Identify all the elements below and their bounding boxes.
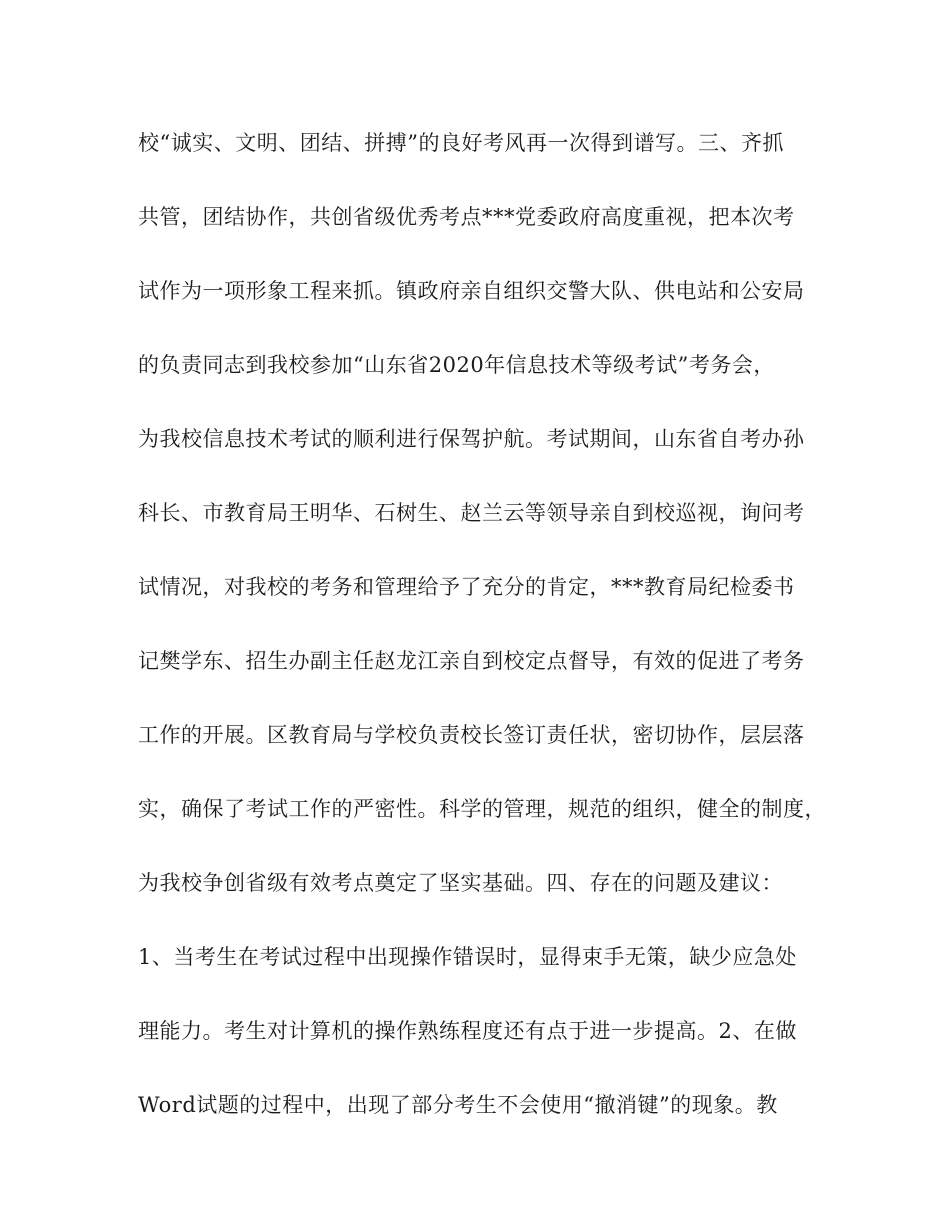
text-line: 校“诚实、文明、团结、拼搏”的良好考风再一次得到谱写。三、齐抓 [138, 131, 784, 155]
text-line: 实，确保了考试工作的严密性。科学的管理，规范的组织，健全的制度， [138, 797, 826, 821]
text-line: 记樊学东、招生办副主任赵龙江亲自到校定点督导，有效的促进了考务 [138, 649, 805, 673]
text-line: 1、当考生在考试过程中出现操作错误时，显得束手无策，缺少应急处 [138, 945, 797, 969]
text-line: Word试题的过程中，出现了部分考生不会使用“撤消键”的现象。教 [138, 1093, 778, 1117]
text-line: 为我校争创省级有效考点奠定了坚实基础。四、存在的问题及建议： [138, 871, 783, 895]
text-line: 共管，团结协作，共创省级优秀考点***党委政府高度重视，把本次考 [138, 205, 795, 229]
text-line: 的负责同志到我校参加“山东省2020年信息技术等级考试”考务会， [138, 353, 775, 377]
text-line: 科长、市教育局王明华、石树生、赵兰云等领导亲自到校巡视，询问考 [138, 501, 805, 525]
text-line: 试作为一项形象工程来抓。镇政府亲自组织交警大队、供电站和公安局 [138, 279, 805, 303]
text-line: 为我校信息技术考试的顺利进行保驾护航。考试期间，山东省自考办孙 [138, 427, 805, 451]
text-line: 试情况，对我校的考务和管理给予了充分的肯定，***教育局纪检委书 [138, 575, 795, 599]
text-line: 理能力。考生对计算机的操作熟练程度还有点于进一步提高。2、在做 [138, 1019, 797, 1043]
text-line: 工作的开展。区教育局与学校负责校长签订责任状，密切协作，层层落 [138, 723, 805, 747]
